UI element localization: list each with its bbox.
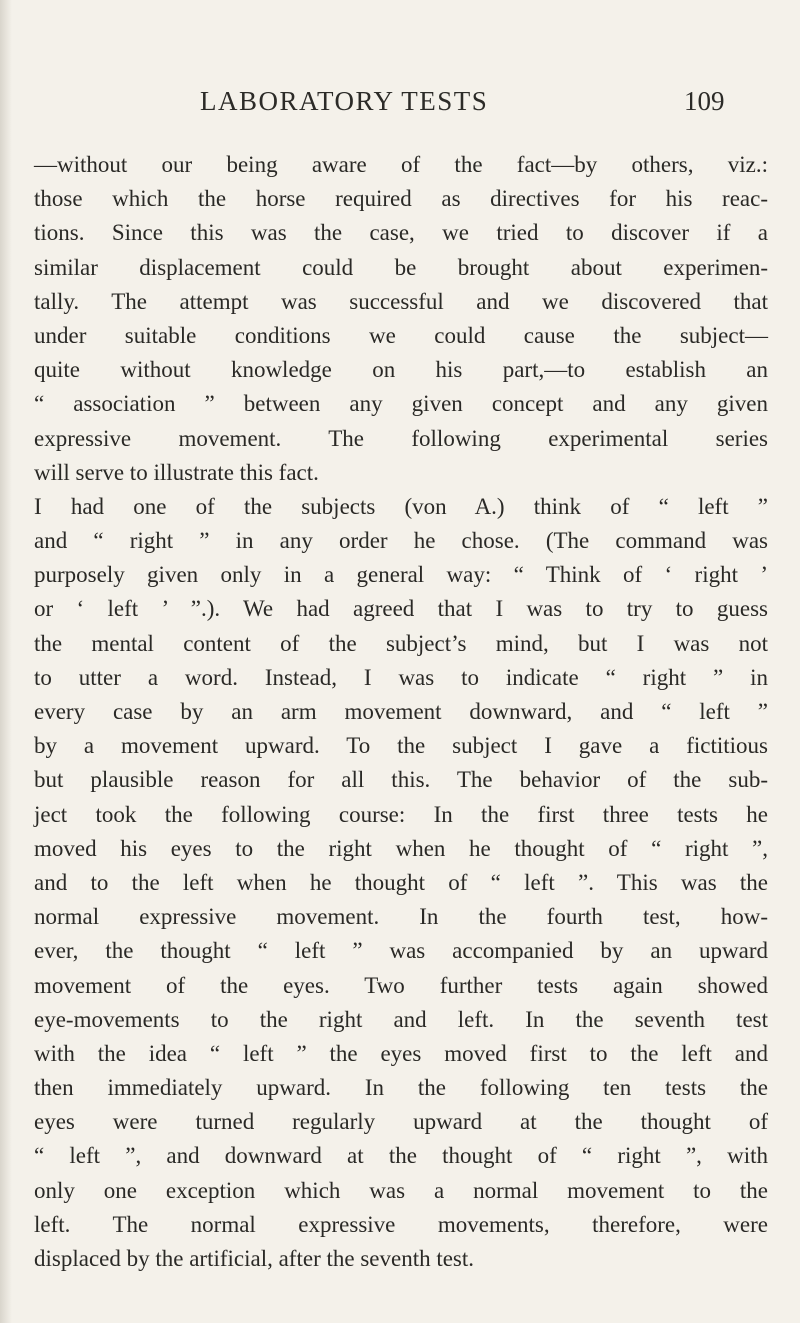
text-line: and to the left when he thought of “ left ”. This was the <box>34 869 768 895</box>
text-line: to utter a word. Instead, I was to indicate “ right ” in <box>34 664 768 690</box>
page-header <box>0 86 800 126</box>
text-line: displaced by the artificial, after the seventh test. <box>34 1246 475 1271</box>
text-line: eyes were turned regularly upward at the thought of <box>34 1109 768 1135</box>
text-line: then immediately upward. In the following ten tests the <box>34 1075 768 1101</box>
text-line: eye-movements to the right and left. In the seventh test <box>34 1006 768 1032</box>
text-line: every case by an arm movement downward, and “ left ” <box>34 699 768 724</box>
body-text <box>34 148 768 1276</box>
text-line: and “ right ” in any order he chose. (The command was <box>34 528 768 554</box>
text-line: ever, the thought “ left ” was accompanied by an upward <box>34 938 768 964</box>
text-line: movement of the eyes. Two further tests again showed <box>34 972 768 998</box>
text-line: “ left ”, and downward at the thought of “ right ”, with <box>34 1143 768 1169</box>
text-line: the mental content of the subject’s mind, but I was not <box>34 630 768 656</box>
text-line: similar displacement could be brought about experimen- <box>34 254 768 280</box>
text-line: moved his eyes to the right when he thought of “ right ”, <box>34 835 768 861</box>
text-line: with the idea “ left ” the eyes moved first to the left and <box>34 1040 768 1066</box>
text-line: I had one of the subjects (von A.) think of “ left ” <box>34 493 768 519</box>
text-line: tions. Since this was the case, we tried to discover if a <box>34 220 768 246</box>
text-line: quite without knowledge on his part,—to establish an <box>34 357 768 383</box>
text-line: under suitable conditions we could cause the subject— <box>34 322 768 348</box>
running-head: LABORATORY TESTS <box>200 86 489 116</box>
text-line: will serve to illustrate this fact. <box>34 459 319 485</box>
text-line: ject took the following course: In the first three tests he <box>34 801 768 827</box>
page-number: 109 <box>684 86 725 116</box>
text-line: purposely given only in a general way: “ Think of ‘ right ’ <box>34 562 768 588</box>
text-line: by a movement upward. To the subject I gave a fictitious <box>34 733 768 759</box>
text-line: or ‘ left ’ ”.). We had agreed that I was to try to guess <box>34 596 768 622</box>
text-line: those which the horse required as directives for his reac- <box>34 186 768 212</box>
page-binding-edge <box>0 0 12 1323</box>
text-line: expressive movement. The following experimental series <box>34 425 768 451</box>
text-line: tally. The attempt was successful and we discovered that <box>34 288 768 314</box>
text-line: only one exception which was a normal movement to the <box>34 1177 768 1203</box>
text-line: normal expressive movement. In the fourth test, how- <box>34 904 768 930</box>
text-line: “ association ” between any given concept and any given <box>34 391 768 417</box>
text-line: —without our being aware of the fact—by others, viz.: <box>34 152 768 177</box>
text-line: but plausible reason for all this. The behavior of the sub- <box>34 767 768 793</box>
text-line: left. The normal expressive movements, therefore, were <box>34 1211 768 1237</box>
